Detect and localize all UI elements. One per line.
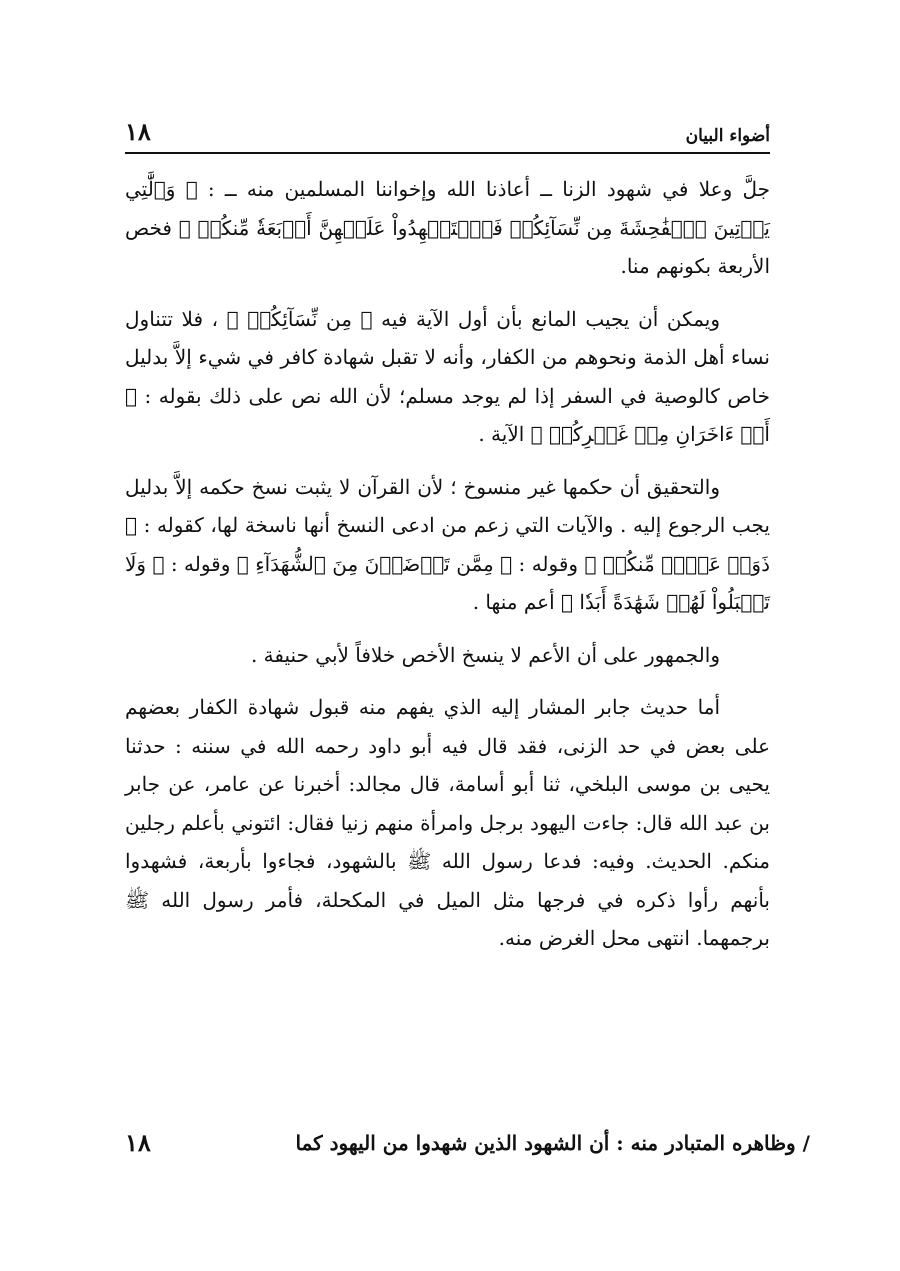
- running-header: [125, 112, 770, 154]
- paragraph-5: أما حديث جابر المشار إليه الذي يفهم منه قبول شهادة الكفار بعضهم على بعض في حد الزنى، فقد قال فيه أبو داود رحمه الله في سننه : حدثنا يحيى بن موسى البلخي، ثنا أبو أسامة، قال مجالد: أخبرنا عن عامر، عن جابر بن عبد الله قال: جاءت اليهود برجل وامرأة منهم زنيا فقال: ائتوني بأعلم رجلين منكم. الحديث. وفيه: فدعا رسول الله ﷺ بالشهود، فجاءوا بأربعة، فشهدوا بأنهم رأوا ذكره في فرجها مثل الميل في المكحلة، فأمر رسول الله ﷺ برجمهما. انتهى محل الغرض منه.: [125, 695, 770, 950]
- page-body: [125, 170, 770, 958]
- margin-page-number: ١٨: [125, 1128, 151, 1157]
- paragraph-2: ويمكن أن يجيب المانع بأن أول الآية فيه ﴿ مِن نِّسَآئِكُمۡ ﴾ ، فلا تتناول نساء أهل الذمة ونحوهم من الكفار، وأنه لا تقبل شهادة كافر في شيء إلاَّ بدليل خاص كالوصية في السفر إذا لم يوجد مسلم؛ لأن الله نص على ذلك بقوله : ﴿ أَوۡ ءَاخَرَانِ مِنۡ غَيۡرِكُمۡ ﴾ الآية .: [125, 306, 770, 446]
- page-footer: [125, 1128, 810, 1157]
- paragraph-3: والتحقيق أن حكمها غير منسوخ ؛ لأن القرآن لا يثبت نسخ حكمه إلاَّ بدليل يجب الرجوع إليه . والآيات التي زعم من ادعى النسخ أنها ناسخة لها، كقوله : ﴿ ذَوَيۡ عَدۡلٖ مِّنكُمۡ ﴾ وقوله : ﴿ مِمَّن تَرۡضَوۡنَ مِنَ ٱلشُّهَدَآءِ ﴾ وقوله : ﴿ وَلَا تَقۡبَلُواْ لَهُمۡ شَهَٰدَةً أَبَدٗا ﴾ أعم منها .: [125, 474, 770, 614]
- paragraph-1: جلَّ وعلا في شهود الزنا ــ أعاذنا الله وإخواننا المسلمين منه ــ : ﴿ وَٱلَّٰتِي يَأۡتِينَ ٱلۡفَٰحِشَةَ مِن نِّسَآئِكُمۡ فَٱسۡتَشۡهِدُواْ عَلَيۡهِنَّ أَرۡبَعَةٗ مِّنكُمۡ ﴾ فخص الأربعة بكونهم منا.: [125, 177, 770, 278]
- catchline: / وظاهره المتبادر منه : أن الشهود الذين شهدوا من اليهود كما: [295, 1130, 810, 1155]
- book-title: أضواء البيان: [685, 126, 770, 146]
- header-page-number: ١٨: [125, 117, 151, 146]
- paragraph-4: والجمهور على أن الأعم لا ينسخ الأخص خلافاً لأبي حنيفة .: [250, 642, 720, 667]
